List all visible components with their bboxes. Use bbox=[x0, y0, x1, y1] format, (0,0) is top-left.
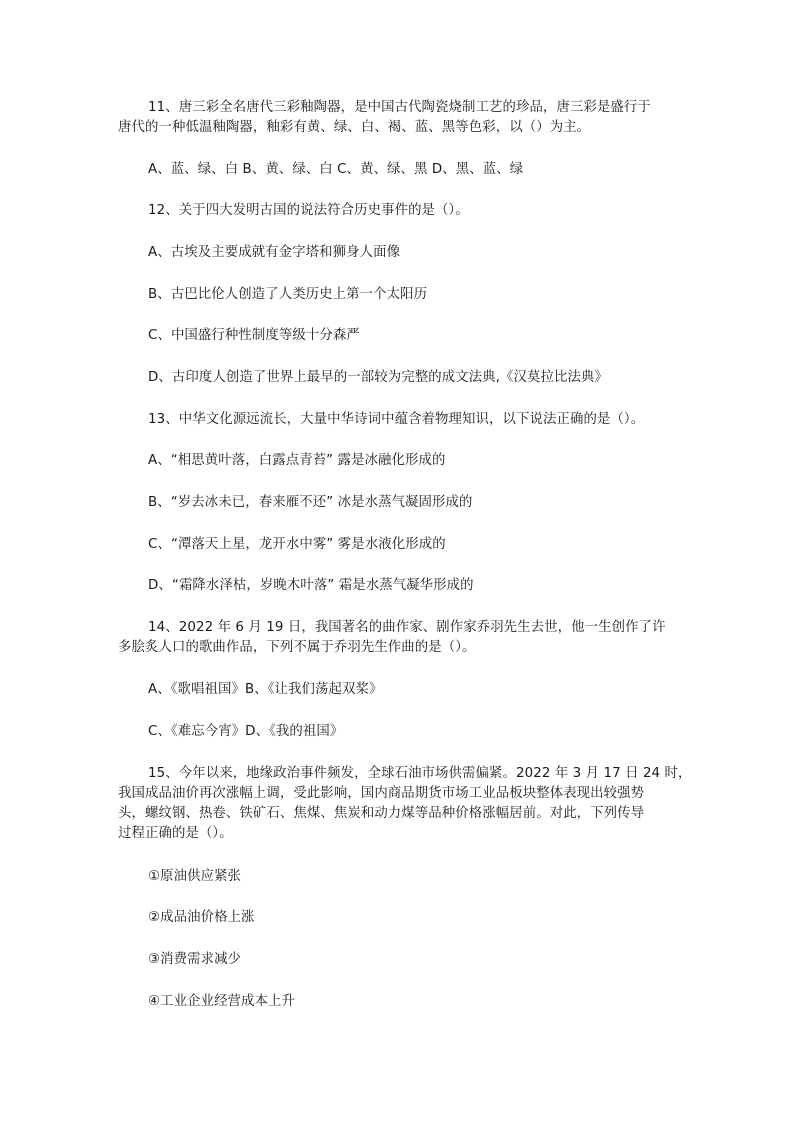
q15-item-2: ②成品油价格上涨 bbox=[148, 910, 255, 925]
q12-option-b: B、古巴比伦人创造了人类历史上第一个太阳历 bbox=[148, 287, 428, 302]
q13-option-d: D、“霜降水泽枯，岁晚木叶落” 霜是水蒸气凝华形成的 bbox=[148, 578, 474, 593]
q15-text-line-4: 过程正确的是（）。 bbox=[118, 826, 233, 841]
q13-option-c: C、“潭落天上星，龙开水中雾” 雾是水液化形成的 bbox=[148, 537, 446, 552]
q15-item-4: ④工业企业经营成本上升 bbox=[148, 994, 296, 1009]
q12-option-d: D、古印度人创造了世界上最早的一部较为完整的成文法典,《汉莫拉比法典》 bbox=[148, 370, 608, 385]
q13-option-b: B、“岁去冰未已，春来雁不还” 冰是水蒸气凝固形成的 bbox=[148, 495, 473, 510]
q15-item-1: ①原油供应紧张 bbox=[148, 869, 242, 884]
q12-stem: 12、关于四大发明古国的说法符合历史事件的是（）。 bbox=[148, 203, 469, 218]
q12-option-a: A、古埃及主要成就有金字塔和狮身人面像 bbox=[148, 245, 401, 260]
q14-text-line-2: 多脍炙人口的歌曲作品，下列不属于乔羽先生作曲的是（）。 bbox=[118, 640, 476, 655]
q15-text-line-3: 头，螺纹钢、热卷、铁矿石、焦煤、焦炭和动力煤等品种价格涨幅居前。对此，下列传导 bbox=[118, 806, 645, 821]
q14-text-line-1: 14、2022 年 6 月 19 日，我国著名的曲作家、剧作家乔羽先生去世，他一生创作了许 bbox=[148, 620, 666, 635]
q14-options-ab: A、《歌唱祖国》B、《让我们荡起双桨》 bbox=[148, 682, 383, 697]
q11-text-line-2: 唐代的一种低温釉陶器，釉彩有黄、绿、白、褐、蓝、黑等色彩，以（）为主。 bbox=[118, 120, 591, 135]
q13-stem: 13、中华文化源远流长，大量中华诗词中蕴含着物理知识，以下说法正确的是（）。 bbox=[148, 412, 645, 427]
q15-text-line-2: 我国成品油价再次涨幅上调，受此影响，国内商品期货市场工业品板块整体表现出较强势 bbox=[118, 786, 645, 801]
q15-item-3: ③消费需求减少 bbox=[148, 952, 242, 967]
q11-text-line-1: 11、唐三彩全名唐代三彩釉陶器，是中国古代陶瓷烧制工艺的珍品，唐三彩是盛行于 bbox=[148, 100, 651, 115]
q11-options: A、蓝、绿、白 B、黄、绿、白 C、黄、绿、黑 D、黑、蓝、绿 bbox=[148, 162, 524, 177]
q13-option-a: A、“相思黄叶落，白露点青苔” 露是冰融化形成的 bbox=[148, 453, 446, 468]
q14-options-cd: C、《难忘今宵》D、《我的祖国》 bbox=[148, 724, 344, 739]
q12-option-c: C、中国盛行种性制度等级十分森严 bbox=[148, 328, 360, 343]
q15-text-line-1: 15、今年以来，地缘政治事件频发，全球石油市场供需偏紧。2022 年 3 月 17 日 24 时， bbox=[148, 766, 692, 781]
